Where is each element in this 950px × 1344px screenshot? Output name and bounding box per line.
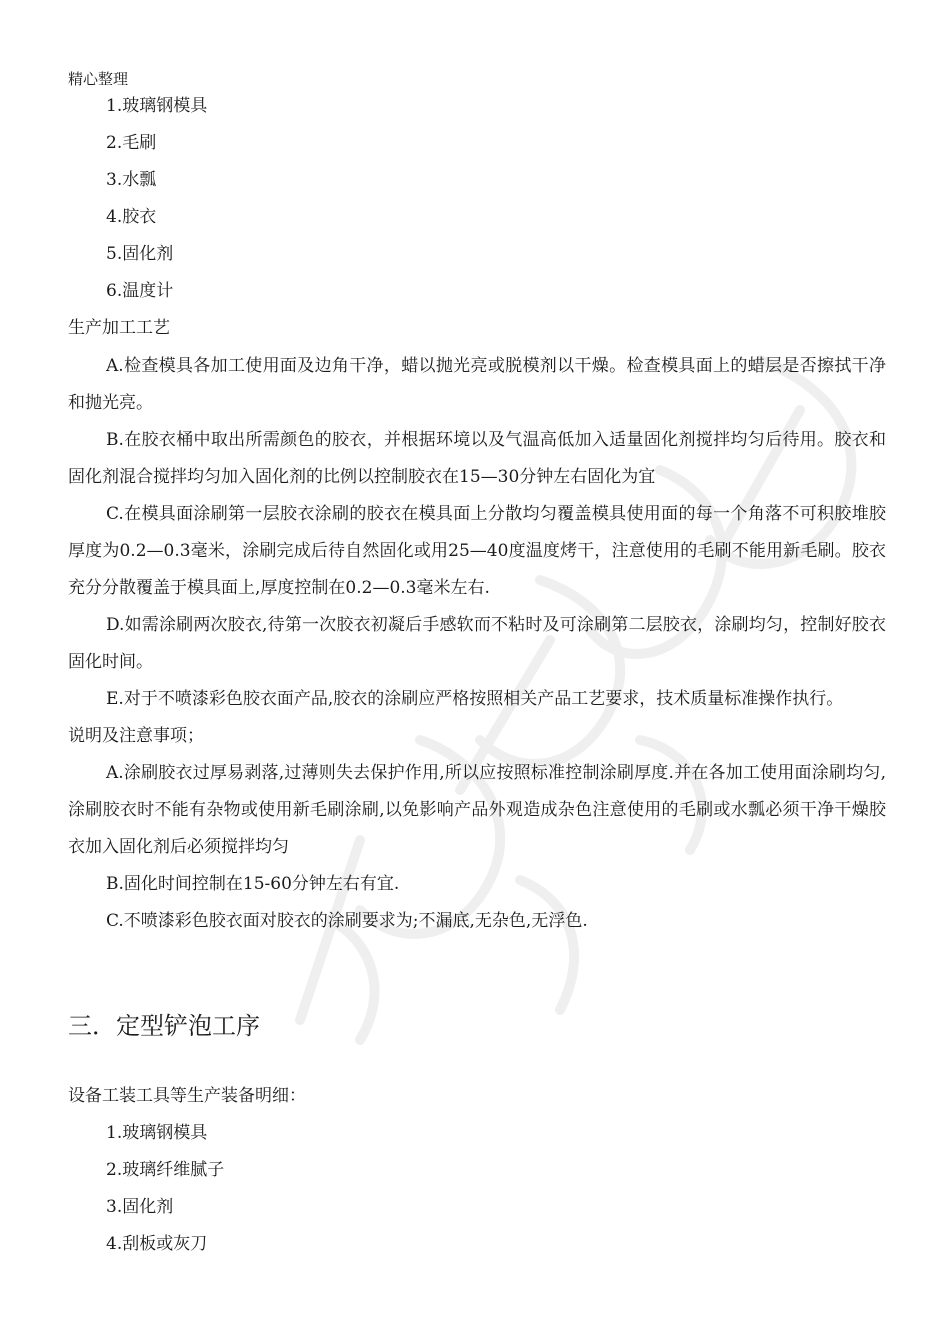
process-step-e: E.对于不喷漆彩色胶衣面产品,胶衣的涂刷应严格按照相关产品工艺要求，技术质量标准操作执行。	[106, 689, 844, 709]
list-item: 2.玻璃纤维腻子	[106, 1160, 225, 1180]
note-a: A.涂刷胶衣过厚易剥落,过薄则失去保护作用,所以应按照标准控制涂刷厚度.并在各加工使用面涂刷均匀,涂刷胶衣时不能有杂物或使用新毛刷涂刷,以免影响产品外观造成杂色注意使用的毛刷或水瓢必须干净干燥胶衣加入固化剂后必须搅拌均匀	[68, 763, 886, 857]
list-item: 5.固化剂	[106, 244, 174, 264]
note-b: B.固化时间控制在15-60分钟左右有宜.	[106, 874, 400, 894]
process-title: 生产加工工艺	[68, 318, 170, 338]
list-item: 4.刮板或灰刀	[106, 1234, 208, 1254]
list-item: 6.温度计	[106, 281, 174, 301]
equipment-section	[68, 1078, 886, 1263]
list-item: 1.玻璃钢模具	[106, 96, 208, 116]
process-step-b: B.在胶衣桶中取出所需颜色的胶衣，并根据环境以及气温高低加入适量固化剂搅拌均匀后待用。胶衣和固化剂混合搅拌均匀加入固化剂的比例以控制胶衣在15—30分钟左右固化为宜	[68, 430, 886, 487]
section-heading: 三．定型铲泡工序	[68, 1012, 260, 1040]
list-item: 3.水瓢	[106, 170, 157, 190]
process-step-d: D.如需涂刷两次胶衣,待第一次胶衣初凝后手感软而不粘时及可涂刷第二层胶衣，涂刷均匀，控制好胶衣固化时间。	[68, 615, 886, 672]
process-step-a: A.检查模具各加工使用面及边角干净，蜡以抛光亮或脱模剂以干燥。检查模具面上的蜡层是否擦拭干净和抛光亮。	[68, 356, 886, 413]
list-item: 4.胶衣	[106, 207, 157, 227]
notes-title: 说明及注意事项；	[68, 726, 204, 746]
list-item: 1.玻璃钢模具	[106, 1123, 208, 1143]
process-steps	[68, 348, 886, 940]
list-item: 2.毛刷	[106, 133, 157, 153]
process-step-c: C.在模具面涂刷第一层胶衣涂刷的胶衣在模具面上分散均匀覆盖模具使用面的每一个角落不可积胶堆胶厚度为0.2—0.3毫米，涂刷完成后待自然固化或用25—40度温度烤干，注意使用的毛刷不能用新毛刷。胶衣充分分散覆盖于模具面上,厚度控制在0.2—0.3毫米左右.	[68, 504, 886, 598]
materials-list-1	[68, 88, 886, 347]
page-header: 精心整理	[68, 70, 129, 88]
equipment-title: 设备工装工具等生产装备明细：	[68, 1086, 306, 1106]
note-c: C.不喷漆彩色胶衣面对胶衣的涂刷要求为;不漏底,无杂色,无浮色.	[106, 911, 588, 931]
list-item: 3.固化剂	[106, 1197, 174, 1217]
